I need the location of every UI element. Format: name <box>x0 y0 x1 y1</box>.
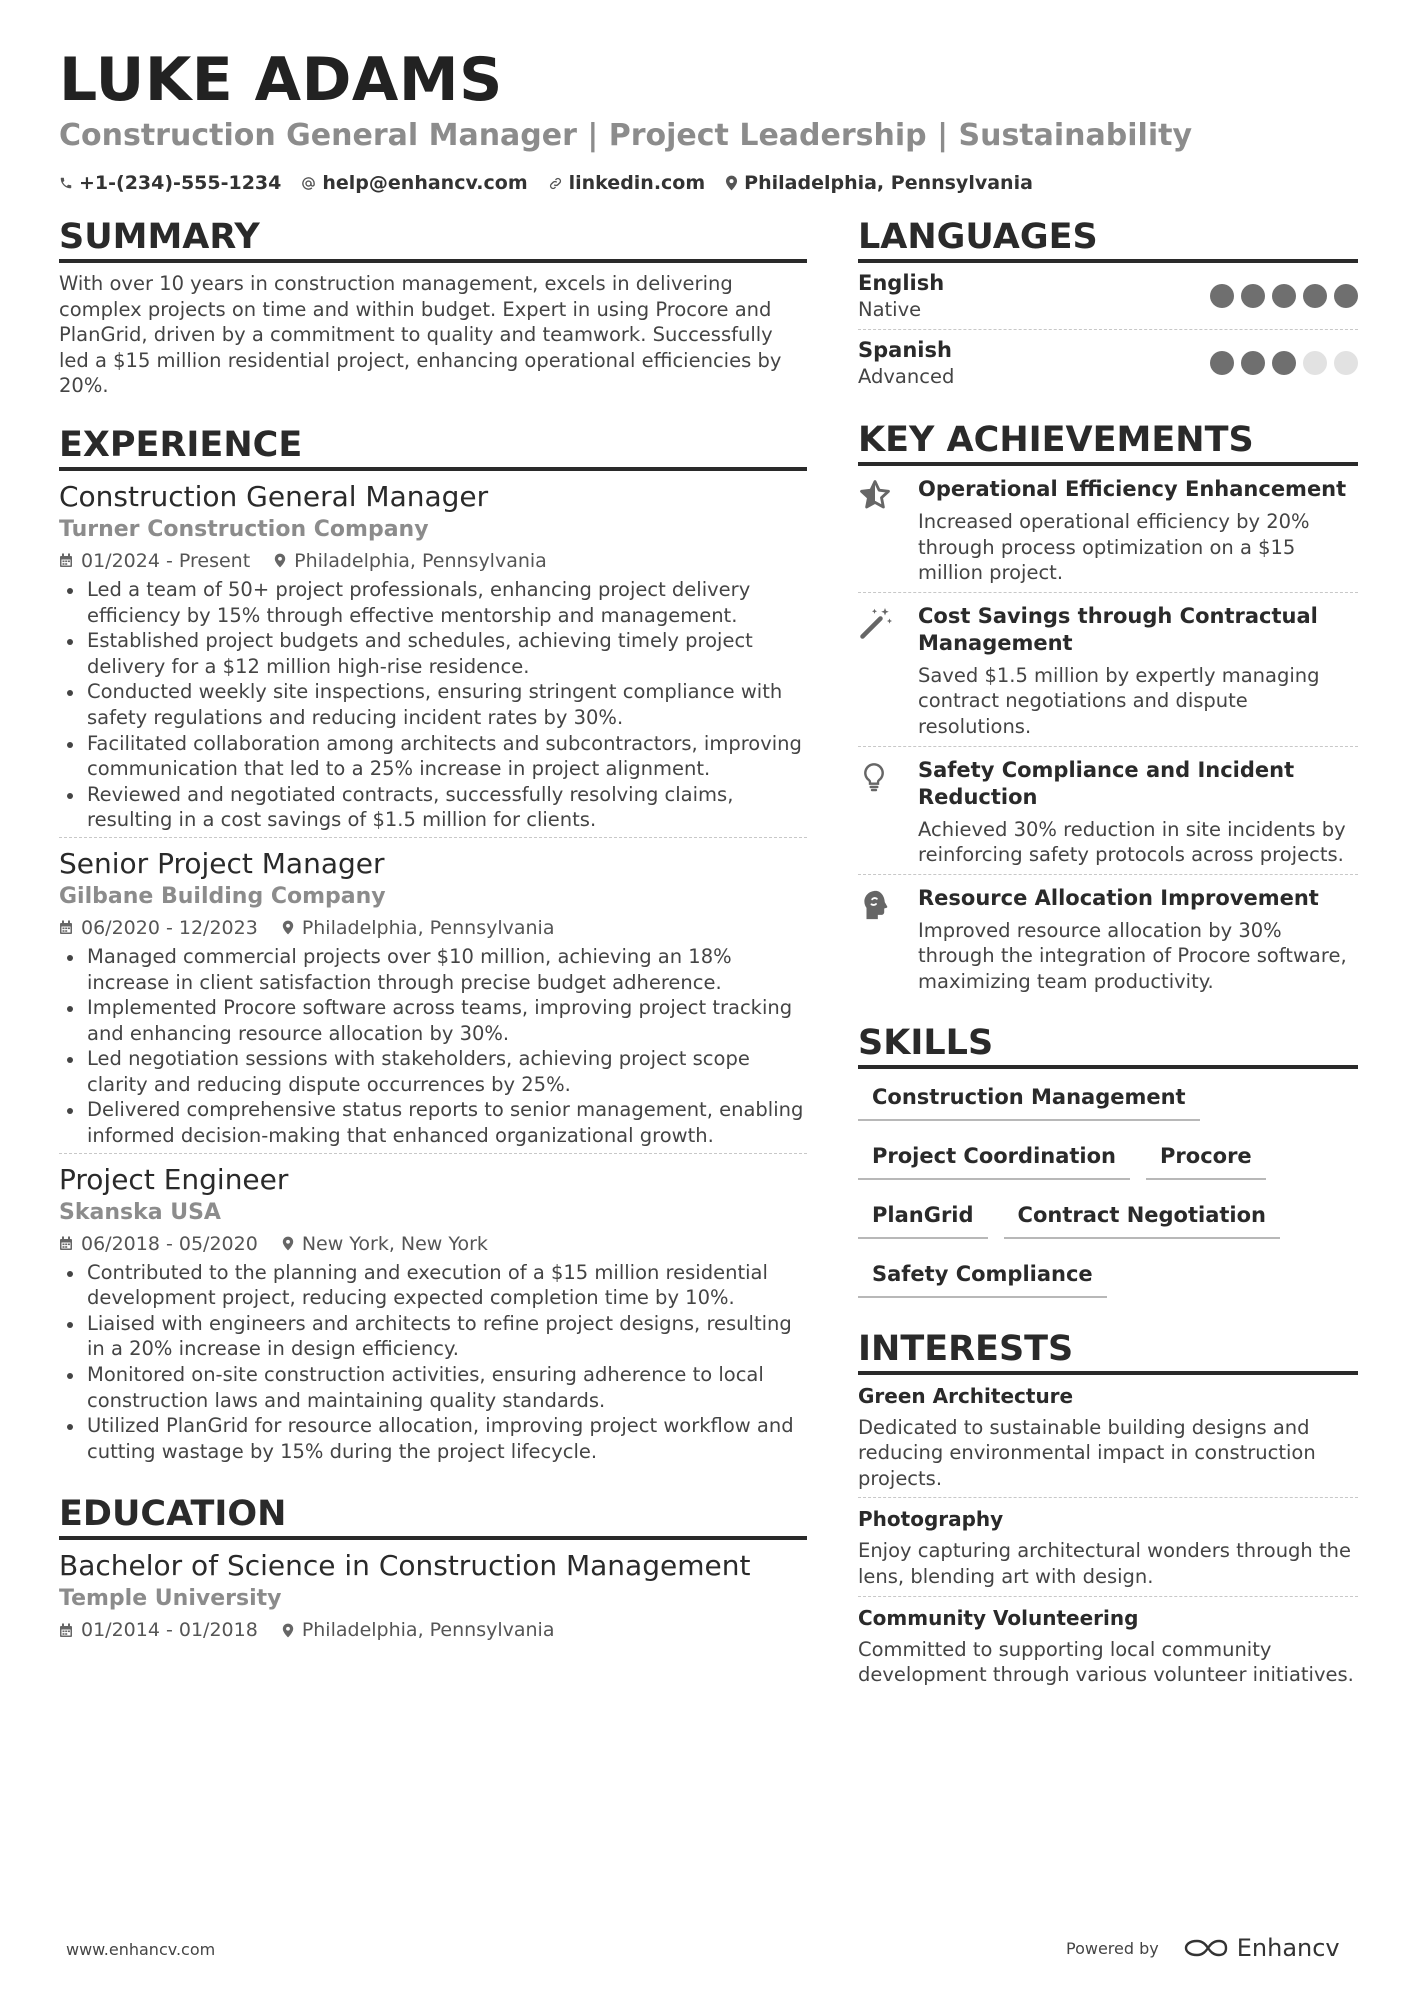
rating-dot-filled <box>1241 351 1265 375</box>
degree: Bachelor of Science in Construction Management <box>59 1549 751 1583</box>
job-location-text: Philadelphia, Pennsylvania <box>301 916 555 939</box>
calendar-icon <box>59 553 73 568</box>
brand-name: Enhancv <box>1236 1934 1340 1962</box>
interest-item <box>858 1375 1358 1498</box>
achievement-item <box>858 466 1358 592</box>
list-item: Liaised with engineers and architects to refine project designs, resulting in a 20% increase in design efficiency. <box>59 1311 807 1362</box>
interest-desc: Dedicated to sustainable building designs and reducing environmental impact in construction projects. <box>858 1415 1316 1490</box>
language-item <box>858 329 1358 396</box>
education-dates <box>59 1616 258 1644</box>
list-item: Managed commercial projects over $10 million, achieving an 18% increase in client satisfaction through precise budget adherence. <box>59 944 807 995</box>
job-bullets <box>59 577 807 833</box>
list-item: Contributed to the planning and execution of a $15 million residential development project, reducing expected completion time by 10%. <box>59 1260 807 1311</box>
link-icon <box>548 176 563 191</box>
language-item <box>858 263 1358 329</box>
job-location-text: Philadelphia, Pennsylvania <box>294 549 547 572</box>
list-item: Led a team of 50+ project professionals, enhancing project delivery efficiency by 15% through effective mentorship and management. <box>59 577 807 628</box>
job-location <box>282 914 555 942</box>
achievement-item <box>858 746 1358 874</box>
achievement-desc: Saved $1.5 million by expertly managing contract negotiations and dispute resolutions. <box>918 663 1320 738</box>
skills-heading: SKILLS <box>858 1021 1358 1069</box>
language-name: Spanish <box>858 338 952 362</box>
languages-section <box>858 215 1358 396</box>
right-column <box>858 215 1358 1694</box>
list-item: Facilitated collaboration among architects and subcontractors, improving communication that led to a 25% increase in project alignment. <box>59 731 807 782</box>
job-meta <box>59 1230 807 1258</box>
experience-section <box>59 423 807 1468</box>
contact-linkedin[interactable] <box>548 172 706 194</box>
education-location <box>282 1616 555 1644</box>
job-dates-text: 06/2020 - 12/2023 <box>81 916 258 939</box>
location-pin-icon <box>282 1623 294 1638</box>
interest-item <box>858 1596 1358 1694</box>
skills-section <box>858 1021 1358 1317</box>
list-item: Delivered comprehensive status reports to senior management, enabling informed decision-making that enhanced organizational growth. <box>59 1097 807 1148</box>
job-location <box>282 1230 488 1258</box>
job-bullets <box>59 1260 807 1465</box>
rating-dot-filled <box>1210 284 1234 308</box>
skill-tag: Construction Management <box>858 1081 1200 1121</box>
at-icon <box>301 176 316 191</box>
interest-desc: Committed to supporting local community development through various volunteer initiatives. <box>858 1637 1354 1687</box>
language-name: English <box>858 271 945 295</box>
phone-text: +1-(234)-555-1234 <box>79 172 282 194</box>
skills-list <box>858 1069 1358 1317</box>
job-dates <box>59 914 258 942</box>
location-pin-icon <box>282 1236 294 1251</box>
job-role: Senior Project Manager <box>59 846 385 880</box>
rating-dot-empty <box>1334 351 1358 375</box>
rating-dot-filled <box>1272 351 1296 375</box>
education-entry <box>59 1540 807 1648</box>
phone-icon <box>59 176 73 190</box>
star-icon <box>858 476 918 586</box>
enhancv-logo-icon <box>1183 1937 1229 1959</box>
list-item: Implemented Procore software across teams, improving project tracking and enhancing resource allocation by 30%. <box>59 995 807 1046</box>
footer-branding <box>1066 1934 1340 1962</box>
experience-heading: EXPERIENCE <box>59 423 807 471</box>
list-item: Utilized PlanGrid for resource allocation, improving project workflow and cutting wastage by 15% during the project lifecycle. <box>59 1413 807 1464</box>
list-item: Led negotiation sessions with stakeholders, achieving project scope clarity and reducing dispute occurrences by 25%. <box>59 1046 807 1097</box>
job-meta <box>59 547 807 575</box>
location-pin-icon <box>282 920 294 935</box>
interest-desc: Enjoy capturing architectural wonders through the lens, blending art with design. <box>858 1539 1351 1588</box>
brand-logo[interactable] <box>1183 1934 1340 1962</box>
education-section <box>59 1492 807 1648</box>
job-location-text: New York, New York <box>301 1232 488 1255</box>
experience-entry <box>59 837 807 1153</box>
rating-dot-filled <box>1272 284 1296 308</box>
achievement-item <box>858 592 1358 746</box>
experience-entry <box>59 1153 807 1469</box>
skill-tag: Contract Negotiation <box>1004 1199 1280 1239</box>
location-pin-icon <box>274 553 286 568</box>
calendar-icon <box>59 920 73 935</box>
summary-text: With over 10 years in construction management, excels in delivering complex projects on time and within budget. Expert in using Procore and PlanGrid, driven by a commitment to quality and teamwork. Successfully led a $15 million residential project, enhancing operational efficiencies by 20%. <box>59 272 782 398</box>
job-role: Project Engineer <box>59 1162 289 1196</box>
achievement-title: Cost Savings through Contractual Management <box>918 603 1318 655</box>
magic-wand-icon <box>858 603 918 740</box>
achievement-title: Safety Compliance and Incident Reduction <box>918 757 1295 809</box>
summary-section <box>59 215 807 399</box>
languages-heading: LANGUAGES <box>858 215 1358 263</box>
interest-title: Green Architecture <box>858 1383 1074 1408</box>
job-dates <box>59 1230 258 1258</box>
footer-website[interactable]: www.enhancv.com <box>66 1940 216 1959</box>
education-meta <box>59 1616 807 1644</box>
achievement-title: Operational Efficiency Enhancement <box>918 477 1347 501</box>
school: Temple University <box>59 1586 282 1612</box>
contact-email[interactable] <box>301 172 527 194</box>
contact-phone[interactable] <box>59 172 281 194</box>
left-column <box>59 215 807 1648</box>
candidate-name: LUKE ADAMS <box>59 45 503 115</box>
achievement-desc: Achieved 30% reduction in site incidents by reinforcing safety protocols across projects. <box>918 817 1346 867</box>
job-role: Construction General Manager <box>59 479 489 513</box>
job-meta <box>59 914 807 942</box>
interests-heading: INTERESTS <box>858 1327 1358 1375</box>
education-dates-text: 01/2014 - 01/2018 <box>81 1619 258 1642</box>
job-company: Turner Construction Company <box>59 516 429 542</box>
experience-entry <box>59 471 807 837</box>
achievements-section <box>858 418 1358 1001</box>
skill-tag: Project Coordination <box>858 1140 1130 1180</box>
achievement-desc: Increased operational efficiency by 20% through process optimization on a $15 million project. <box>918 510 1310 585</box>
rating-dot-empty <box>1303 351 1327 375</box>
location-pin-icon <box>725 175 738 191</box>
powered-by-text: Powered by <box>1066 1938 1159 1958</box>
skill-tag: PlanGrid <box>858 1199 988 1239</box>
skill-tag: Safety Compliance <box>858 1258 1107 1298</box>
achievement-item <box>858 874 1358 1001</box>
education-location-text: Philadelphia, Pennsylvania <box>301 1619 555 1642</box>
interest-item <box>858 1497 1358 1595</box>
achievement-title: Resource Allocation Improvement <box>918 885 1319 910</box>
job-dates-text: 06/2018 - 05/2020 <box>81 1232 258 1255</box>
achievement-desc: Improved resource allocation by 30% through the integration of Procore software, maximizing team productivity. <box>918 918 1347 993</box>
interests-section <box>858 1327 1358 1694</box>
summary-heading: SUMMARY <box>59 215 807 263</box>
language-rating <box>1203 351 1358 375</box>
calendar-icon <box>59 1236 73 1251</box>
language-level: Native <box>858 298 922 321</box>
job-company: Gilbane Building Company <box>59 883 386 909</box>
rating-dot-filled <box>1303 284 1327 308</box>
rating-dot-filled <box>1334 284 1358 308</box>
education-heading: EDUCATION <box>59 1492 807 1540</box>
list-item: Conducted weekly site inspections, ensuring stringent compliance with safety regulations and reducing incident rates by 30%. <box>59 679 807 730</box>
rating-dot-filled <box>1241 284 1265 308</box>
contact-location <box>725 172 1033 194</box>
list-item: Monitored on-site construction activities, ensuring adherence to local construction laws and maintaining quality standards. <box>59 1362 807 1413</box>
list-item: Reviewed and negotiated contracts, successfully resolving claims, resulting in a cost savings of $1.5 million for clients. <box>59 782 807 833</box>
lightbulb-icon <box>858 757 918 868</box>
achievements-heading: KEY ACHIEVEMENTS <box>858 418 1358 466</box>
job-dates <box>59 547 250 575</box>
job-location <box>274 547 547 575</box>
interest-title: Community Volunteering <box>858 1605 1139 1630</box>
linkedin-text: linkedin.com <box>568 172 706 194</box>
interest-title: Photography <box>858 1507 1004 1532</box>
location-text: Philadelphia, Pennsylvania <box>744 172 1033 194</box>
email-text: help@enhancv.com <box>322 172 528 194</box>
candidate-title: Construction General Manager | Project Leadership | Sustainability <box>59 118 1192 153</box>
skill-tag: Procore <box>1146 1140 1266 1180</box>
head-brain-icon <box>858 885 918 995</box>
language-level: Advanced <box>858 365 955 388</box>
job-dates-text: 01/2024 - Present <box>81 549 251 572</box>
language-rating <box>1203 284 1358 308</box>
calendar-icon <box>59 1623 73 1638</box>
job-bullets <box>59 944 807 1149</box>
job-company: Skanska USA <box>59 1199 221 1225</box>
list-item: Established project budgets and schedules, achieving timely project delivery for a $12 million high-rise residence. <box>59 628 807 679</box>
contact-bar <box>59 169 1053 197</box>
rating-dot-filled <box>1210 351 1234 375</box>
